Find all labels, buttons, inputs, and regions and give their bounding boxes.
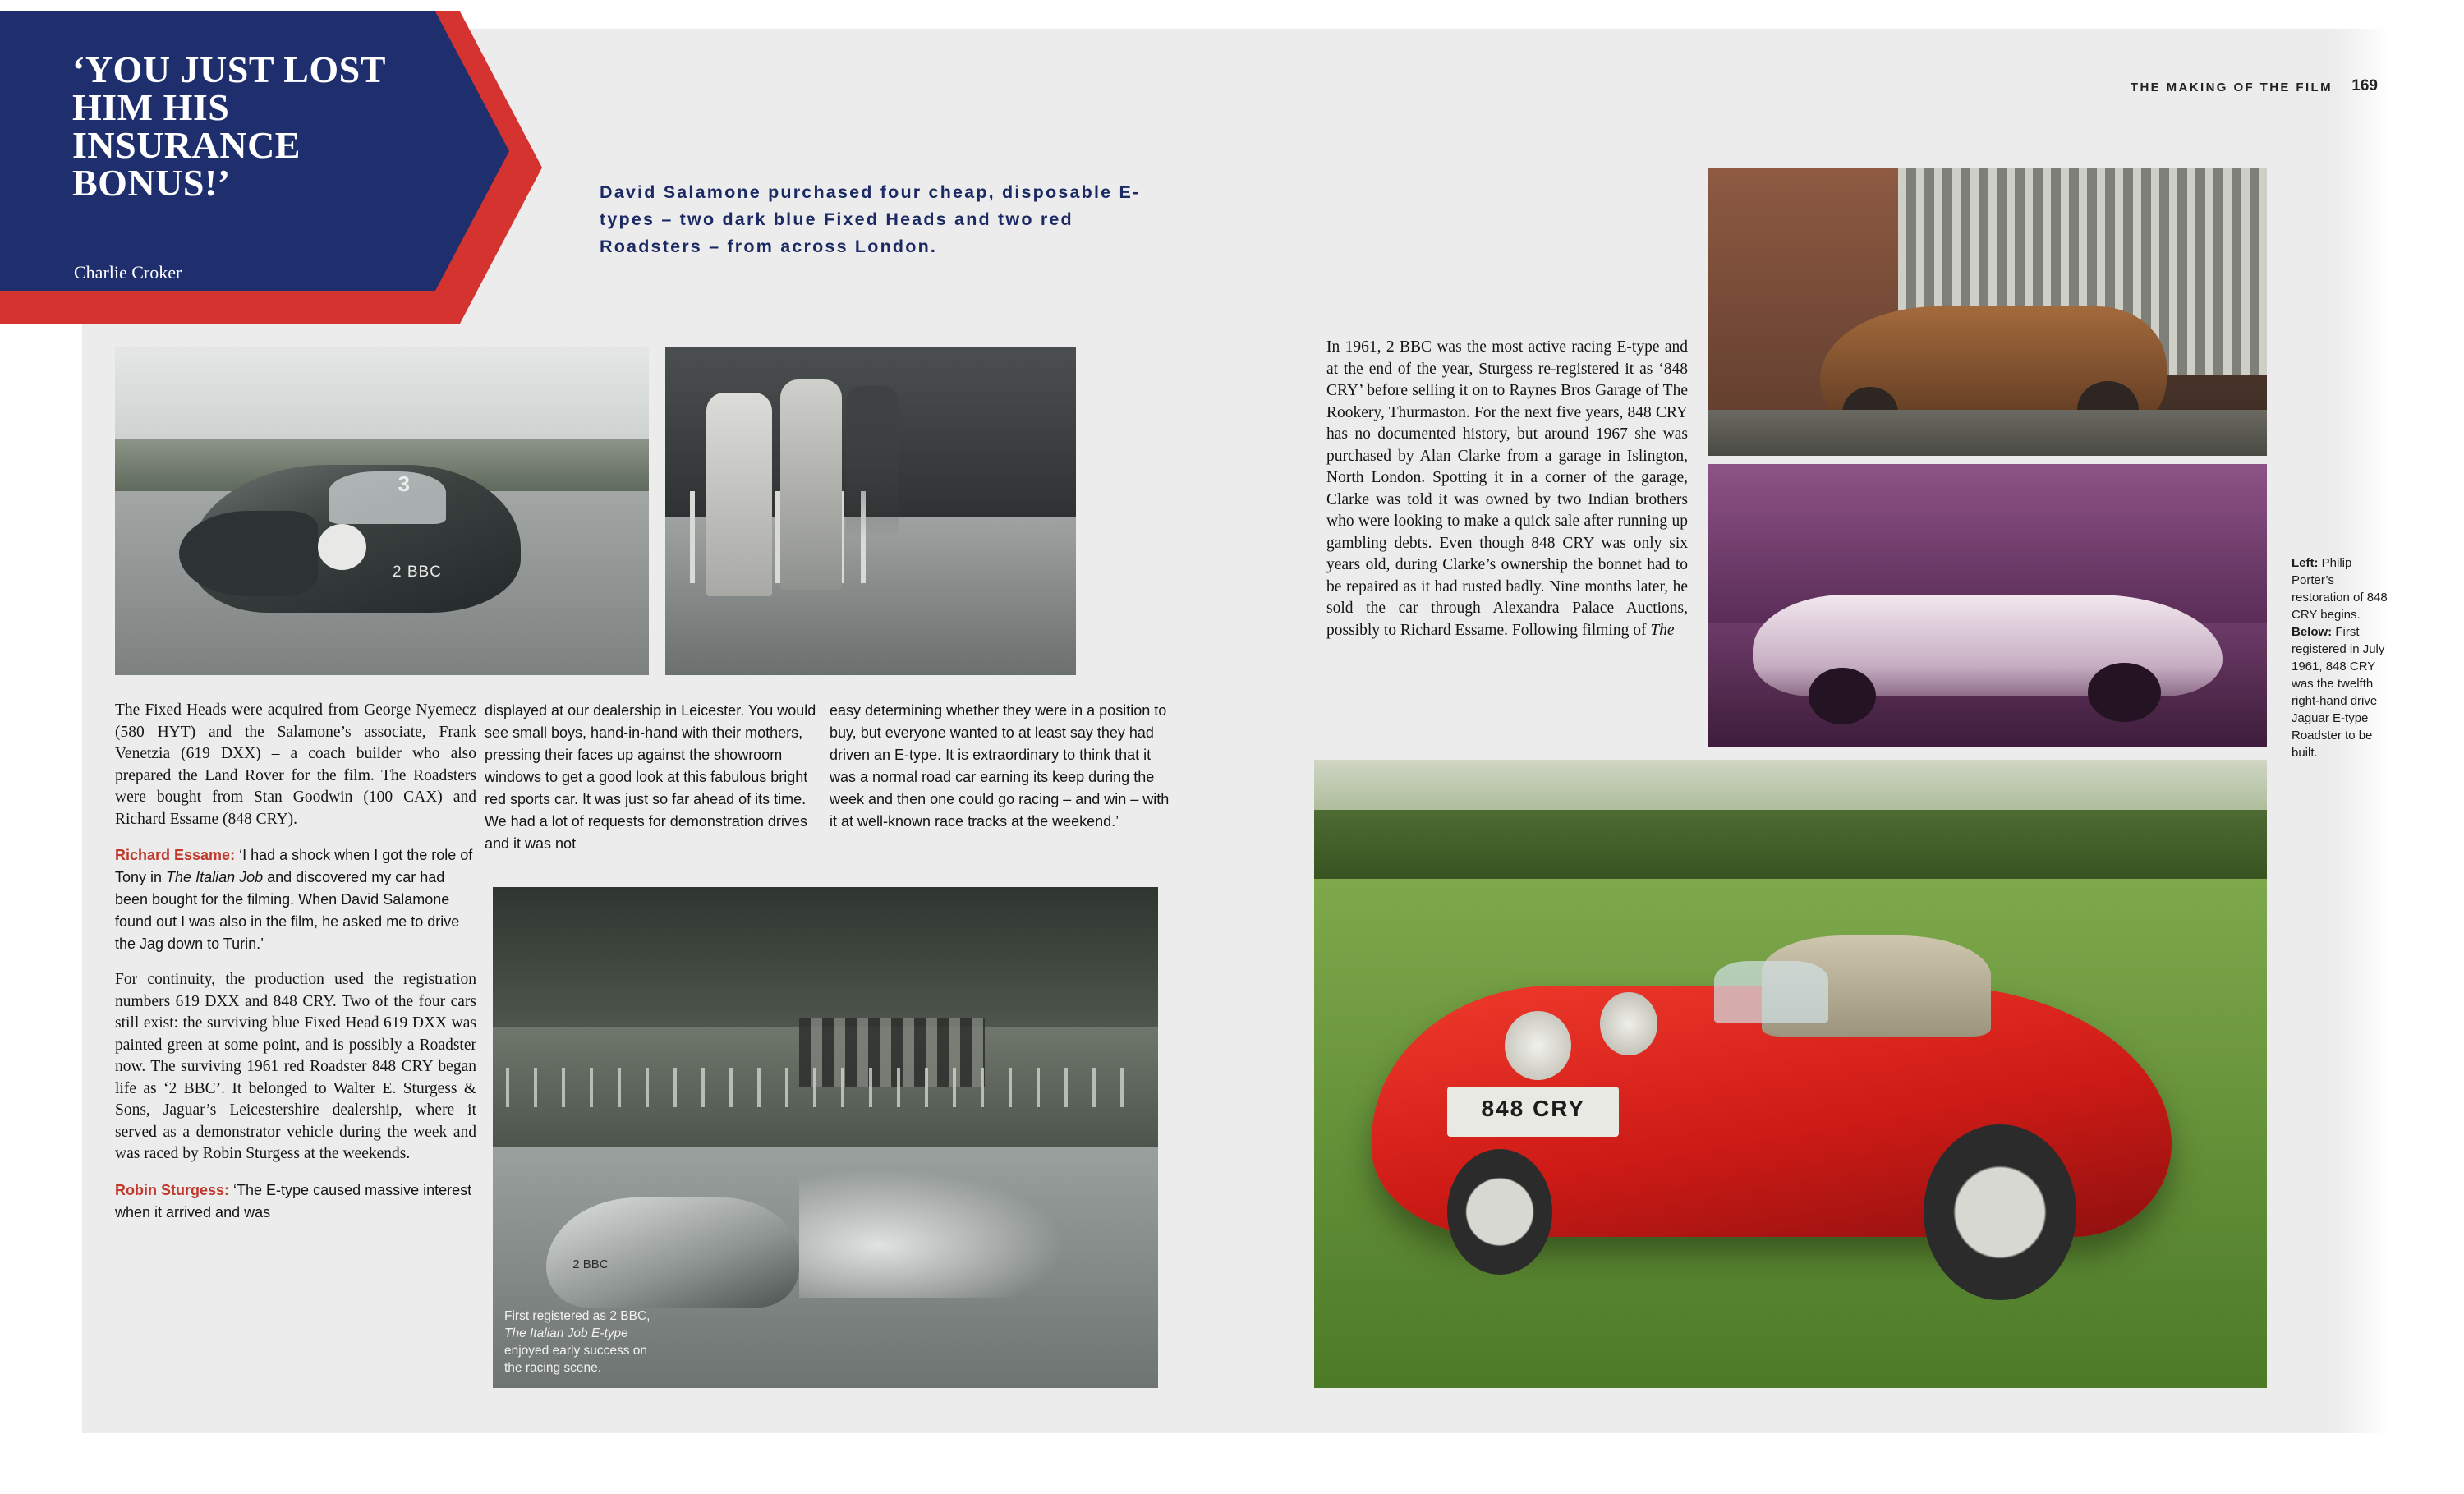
photo-headlamp-right: [1600, 992, 1657, 1055]
page-title: ‘YOU JUST LOST HIM HIS INSURANCE BONUS!’: [72, 48, 386, 204]
photo-windscreen: [329, 471, 446, 524]
quote-richard-essame: [115, 844, 476, 955]
photo-car-nose: [179, 511, 318, 596]
running-head: THE MAKING OF THE FILM: [2130, 80, 2333, 94]
photo-registration-plate: 2 BBC: [572, 1257, 609, 1272]
photo-etype-racing-corner: [493, 887, 1158, 1388]
caption-left-label: Left:: [2292, 556, 2319, 570]
body-column-1: [115, 700, 476, 1238]
quote-text: ‘I had a shock when I got the role of Tony in The Italian Job and discovered my car had been bought for the filming. When David Salamone found out I was also in the film, he asked me to drive the Jag down to Turin.’: [115, 847, 473, 952]
caption-line-3: enjoyed early success on: [504, 1344, 648, 1358]
photo-registration-plate: 2 BBC: [393, 563, 442, 581]
paragraph: For continuity, the production used the registration numbers 619 DXX and 848 CRY. Two of the four cars still exist: the surviving blue Fixed Head 619 DXX was painted green at some point, and is possibly a Roadster now. The surviving 1961 red Roadster 848 CRY began life as ‘2 BBC’. It belonged to Walter E. Sturgess & Sons, Jaguar’s Leicestershire dealership, where it served as a demonstrator vehicle during the week and was raced by Robin Sturgess at the weekends.: [115, 971, 476, 1162]
caption-line-2: The Italian Job E-type: [504, 1326, 628, 1340]
caption-line-1: First registered as 2 BBC,: [504, 1309, 650, 1323]
caption-line-4: the racing scene.: [504, 1361, 602, 1375]
photo-caption-racing: [504, 1308, 751, 1377]
quote-speaker: Robin Sturgess:: [115, 1181, 230, 1198]
photo-hedge: [1314, 810, 2267, 885]
photo-person-3: [846, 386, 899, 537]
photo-race-roundel: [318, 524, 366, 570]
paragraph: easy determining whether they were in a position to buy, but everyone wanted to at least say they had driven an E-type. It is extraordinary to think that it was a normal road car earning its keep during the week and then one could go racing – and win – with it at well-known race tracks at the weekend.’: [830, 702, 1170, 830]
photo-white-roadster: [1708, 464, 2267, 747]
body-column-4: [1326, 337, 1688, 655]
photo-wheel-front: [1447, 1149, 1552, 1275]
quote-speaker: Richard Essame:: [115, 847, 236, 863]
photo-railing: [506, 1068, 1145, 1108]
photo-registration-plate: [1447, 1087, 1619, 1137]
caption-below-text: First registered in July 1961, 848 CRY was the twelfth right-hand drive Jaguar E-type Roadster to be built.: [2292, 625, 2385, 760]
photo-person-2: [780, 379, 842, 590]
author-byline: Charlie Croker: [74, 262, 182, 283]
quote-text: ‘The E-type caused massive interest when it arrived and was: [115, 1181, 472, 1220]
photo-race-number: 3: [398, 471, 410, 496]
title-banner: [0, 11, 591, 332]
caption-left-text: Philip Porter’s restoration of 848 CRY begins.: [2292, 556, 2388, 622]
photo-etype-racing-front: [115, 347, 649, 675]
standfirst: David Salamone purchased four cheap, disposable E-types – two dark blue Fixed Heads and two red Roadsters – from across London.: [600, 182, 1141, 256]
photo-wheel-rear: [2088, 663, 2160, 722]
photo-headlamp-left: [1505, 1011, 1571, 1080]
photo-tyre-smoke: [799, 1168, 1065, 1299]
paragraph: The Fixed Heads were acquired from George Nyemecz (580 HYT) and the Salamone’s associate, Frank Venetzia (619 DXX) – a coach builder who also prepared the Land Rover for the film. The Roadsters were bought from Stan Goodwin (100 CAX) and Richard Essame (848 CRY).: [115, 701, 476, 828]
photo-wheel-front: [1809, 668, 1876, 724]
photo-person-1: [706, 393, 772, 596]
body-column-3: [830, 700, 1175, 847]
margin-caption: [2292, 554, 2388, 761]
caption-below-label: Below:: [2292, 625, 2333, 639]
photo-restoration-barn: [1708, 168, 2267, 456]
photo-red-etype-roadster: [1314, 760, 2267, 1388]
body-column-2: [485, 700, 825, 869]
photo-car-body: [546, 1197, 799, 1308]
page-number: 169: [2351, 77, 2378, 94]
photo-wheel-rear: [1924, 1124, 2076, 1300]
registration-text: 848 CRY: [1481, 1095, 1586, 1121]
paragraph: displayed at our dealership in Leicester. You would see small boys, hand-in-hand with their mothers, pressing their faces up against the showroom windows to get a good look at this fabulous bright red sports car. It was just so far ahead of its time. We had a lot of requests for demonstration drives and it was not: [485, 702, 816, 852]
photo-windscreen: [1714, 961, 1828, 1024]
quote-robin-sturgess: [115, 1179, 476, 1224]
photo-floor: [1708, 410, 2267, 456]
paragraph: In 1961, 2 BBC was the most active racing E-type and at the end of the year, Sturgess re-registered it as ‘848 CRY’ before selling it on to Raynes Bros Garage of The Rookery, Thurmaston. For the next five years, 848 CRY has no documented history, but around 1967 she was purchased by Alan Clarke from a garage in Islington, North London. Spotting it in a corner of the garage, Clarke was told it was owned by two Indian brothers who were looking to make a quick sale after running up gambling debts. Even though 848 CRY was only six years old, during Clarke’s ownership the bonnet had to be repaired as it had rusted badly. Nine months later, he sold the car through Alexandra Palace Auctions, possibly to Richard Essame. Following filming of The: [1326, 338, 1688, 639]
photo-paddock-group: [665, 347, 1076, 675]
